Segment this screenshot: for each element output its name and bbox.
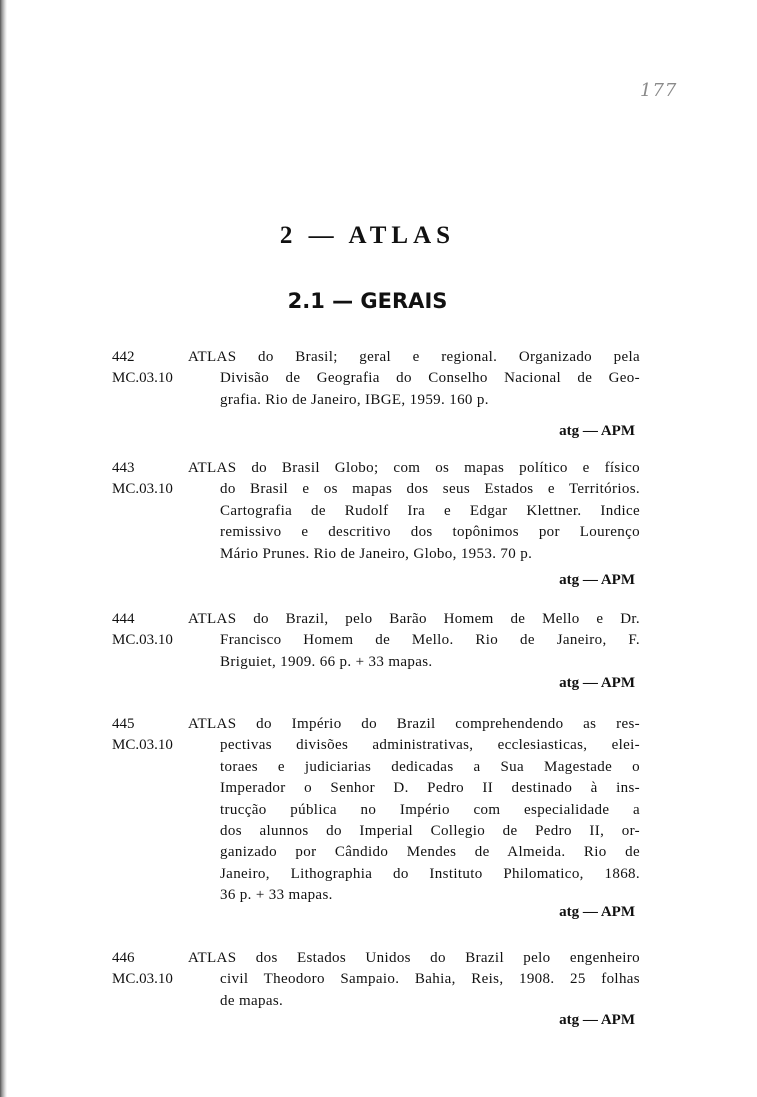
- entry-line: de mapas.: [220, 992, 284, 1009]
- entry-line: Imperador o Senhor D. Pedro II destinado à ins-: [220, 780, 640, 797]
- entry-line: ATLAS dos Estados Unidos do Brazil pelo engenheiro: [188, 950, 640, 966]
- entry-line: pectivas divisões administrativas, ecclesiasticas, elei-: [220, 737, 640, 754]
- entry-line: Janeiro, Lithographia do Instituto Philomatico, 1868.: [220, 865, 640, 882]
- entry-line: Divisão de Geografia do Conselho Nacional de Geo-: [220, 370, 640, 387]
- entry-location: atg — APM: [559, 904, 635, 920]
- handwritten-folio-number: 177: [640, 80, 678, 101]
- entry-number: 445: [112, 716, 135, 732]
- entry-location: atg — APM: [559, 423, 635, 439]
- entry-description: [188, 347, 640, 411]
- entry-line: dos alunnos do Imperial Collegio de Pedro II, or-: [220, 823, 640, 840]
- entry-line: toraes e judiciarias dedicadas a Sua Magestade o: [220, 758, 640, 775]
- entry-line: ganizado por Cândido Mendes de Almeida. Rio de: [220, 844, 640, 861]
- section-title: 2.1 — GERAIS: [287, 289, 448, 313]
- entry-line: civil Theodoro Sampaio. Bahia, Reis, 1908. 25 folhas: [220, 971, 640, 988]
- entry-line: remissivo e descritivo dos topônimos por Lourenço: [220, 524, 640, 541]
- entry-number: 442: [112, 349, 135, 365]
- entry-line: Briguiet, 1909. 66 p. + 33 mapas.: [220, 653, 433, 670]
- entry-shelf-code: MC.03.10: [112, 632, 173, 648]
- entry-line: ATLAS do Brasil Globo; com os mapas político e físico: [188, 460, 640, 476]
- entry-line: grafia. Rio de Janeiro, IBGE, 1959. 160 p.: [220, 391, 489, 408]
- entry-line: Mário Prunes. Rio de Janeiro, Globo, 1953. 70 p.: [220, 545, 533, 562]
- entry-location: atg — APM: [559, 675, 635, 691]
- entry-line: trucção pública no Império com especialidade a: [220, 801, 640, 818]
- entry-line: 36 p. + 33 mapas.: [220, 887, 333, 904]
- entry-description: [188, 609, 640, 673]
- entry-number: 444: [112, 611, 135, 627]
- entry-line: ATLAS do Império do Brazil comprehendendo as res-: [188, 716, 640, 732]
- entry-line: do Brasil e os mapas dos seus Estados e Territórios.: [220, 481, 640, 498]
- entry-description: [188, 714, 640, 907]
- entry-description: [188, 458, 640, 565]
- entry-shelf-code: MC.03.10: [112, 481, 173, 497]
- entry-line: ATLAS do Brasil; geral e regional. Organizado pela: [188, 349, 640, 365]
- entry-location: atg — APM: [559, 572, 635, 588]
- entry-line: ATLAS do Brazil, pelo Barão Homem de Mello e Dr.: [188, 611, 640, 627]
- chapter-title: 2 — ATLAS: [279, 222, 456, 249]
- entry-shelf-code: MC.03.10: [112, 971, 173, 987]
- entry-shelf-code: MC.03.10: [112, 737, 173, 753]
- entry-line: Cartografia de Rudolf Ira e Edgar Klettner. Indice: [220, 502, 640, 519]
- entry-shelf-code: MC.03.10: [112, 370, 173, 386]
- entry-location: atg — APM: [559, 1012, 635, 1028]
- entry-number: 446: [112, 950, 135, 966]
- page-edge-shadow: [0, 0, 7, 1097]
- entry-line: Francisco Homem de Mello. Rio de Janeiro, F.: [220, 632, 640, 649]
- entry-description: [188, 948, 640, 1012]
- entry-number: 443: [112, 460, 135, 476]
